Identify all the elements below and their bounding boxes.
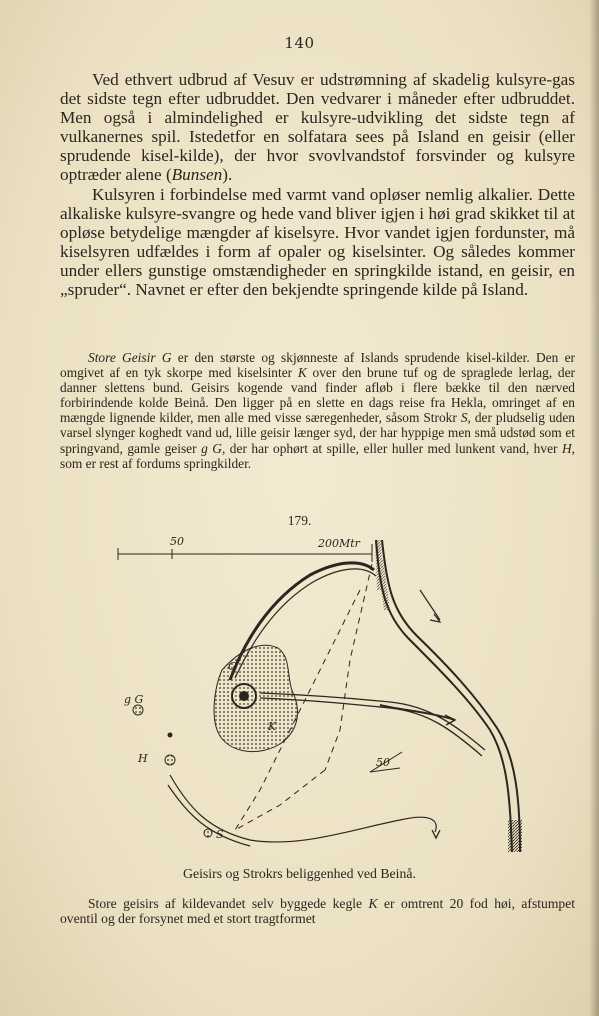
label-h: H <box>138 752 148 765</box>
label-g: G <box>228 660 237 673</box>
paragraph-2: Kulsyren i forbindelse med varmt vand opløser nemlig alkalier. Dette alkaliske kulsyre-svangre og hede vand bliver igjen i høi grad skikket til at opløse betydelige mængder af kiselsyre. Hvor vandet igjen fordunster, må kiselsyren udfældes i form af opaler og kiselsinter. Og således kommer under ellers gunstige omstændigheder en springkilde istand, en geisir, en „spruder“. Navnet er efter den bekjendte springende kilde på Island. <box>60 184 575 300</box>
scale-label-200: 200Mtr <box>318 537 360 550</box>
citation-bunsen: Bunsen <box>171 165 223 185</box>
bottom-text <box>60 896 575 927</box>
page-edge-shadow <box>589 0 599 1016</box>
sinter-mound-k <box>214 645 297 751</box>
s-ref: S <box>460 410 468 426</box>
river-beina <box>376 540 522 852</box>
paragraph-1-end: ). <box>222 165 233 185</box>
small-paragraph <box>60 350 575 471</box>
label-small-g: g G <box>124 693 144 706</box>
store-geisir-label: Store Geisir G <box>88 350 172 365</box>
k-ref: K <box>297 365 307 381</box>
figure-number: 179. <box>287 513 312 528</box>
figure-caption: Geisirs og Strokrs beliggenhed ved Beinå. <box>183 866 416 881</box>
small-text-5: , som er rest af fordums springkilder. <box>60 440 576 471</box>
geyser-map-figure <box>110 530 530 865</box>
small-text-3: , der pludselig uden varsel slynger koghedt vand ud, lille geisir længer syd, der har hyppige men små udstød som et springvand, gamle geiser <box>60 410 575 456</box>
scale-label-50: 50 <box>170 535 184 548</box>
small-text-1: er den største og skjønneste af Islands sprudende kisel-kilder. Den er omgivet af en tyk skorpe med kiselsinter <box>60 350 575 381</box>
bottom-text-1: Store geisirs af kildevandet selv byggede kegle <box>88 896 369 911</box>
small-geysers <box>133 705 212 837</box>
small-print-text <box>60 350 575 471</box>
paragraph-1-text: Ved ethvert udbrud af Vesuv er udstrømning af skadelig kulsyre-gas det sidste tegn efter udbruddet. Den vedvarer i måneder efter udbruddet. Men også i almindelighed er kulsyre-udvikling det sidste tegn af vulkanernes spil. Istedetfor en solfatara sees på Island en geisir (eller sprudende kisel-kilde), der hvor svovlvandstof forsvinder og kulsyre optræder alene ( <box>60 70 575 185</box>
scale-bar <box>118 535 372 562</box>
main-text <box>60 70 575 299</box>
label-angle: 50 <box>376 756 390 769</box>
bottom-text-2: er omtrent 20 fod høi, afstumpet oventil og der forsynet med et stort tragtformet <box>60 896 575 927</box>
label-k: K <box>268 720 277 733</box>
small-text-4: , der har ophørt at spille, eller huller med lunkent vand, hver <box>221 440 562 456</box>
small-text-2: over den brune tuf og de spraglede lerlag, der danner slettens bund. Geisirs kogende vand finder afløb i flere bække til den nærved forbirindende kolde Beinå. Den ligger på en slette en dags reise fra Hekla, omringet af en mængde lignende kilder, men alle med visse særegenheder, såsom Strokr <box>60 365 575 426</box>
bottom-paragraph <box>60 896 575 927</box>
paragraph-1 <box>60 70 575 185</box>
bottom-k-ref: K <box>368 896 378 911</box>
page-number: 140 <box>284 34 315 52</box>
g-ref: g G <box>201 440 222 456</box>
h-ref: H <box>561 440 572 456</box>
label-s: S <box>216 828 224 841</box>
